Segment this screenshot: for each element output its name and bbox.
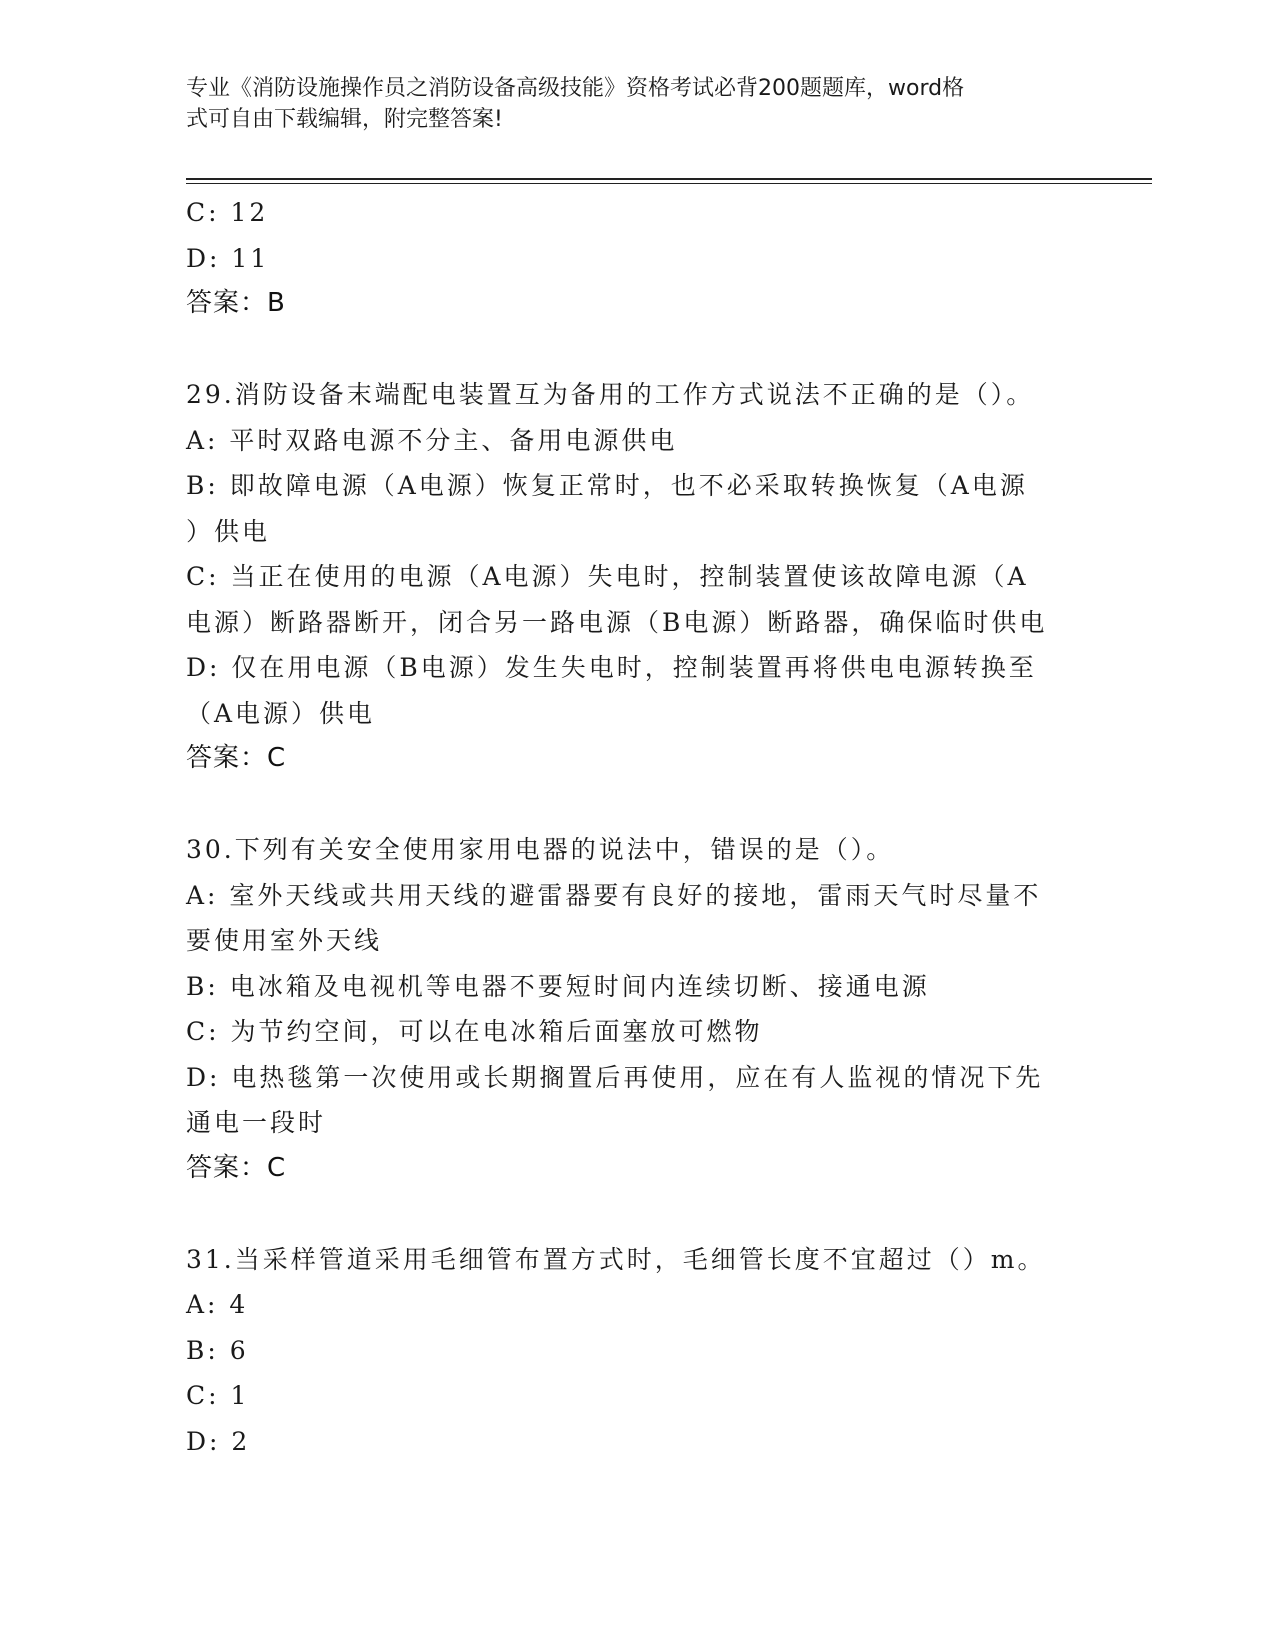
option-d-continued: 通电一段时 (186, 1108, 327, 1137)
answer-label: 答案：C (186, 1152, 287, 1183)
spacer (186, 1191, 1086, 1237)
option-d: D: 仅在用电源（B电源）发生失电时，控制装置再将供电电源转换至 (186, 653, 1037, 682)
option-d: D: 2 (186, 1426, 251, 1456)
document-header (186, 73, 1086, 135)
option-d-continued: （A电源）供电 (186, 698, 376, 728)
option-c: C: 1 (186, 1381, 250, 1410)
option-b-continued: ）供电 (186, 516, 271, 546)
option-b: B: 电冰箱及电视机等电器不要短时间内连续切断、接通电源 (186, 971, 930, 1001)
option-a: A: 平时双路电源不分主、备用电源供电 (186, 425, 678, 455)
spacer (186, 782, 1086, 828)
question-29 (186, 372, 1086, 782)
option-a: A: 4 (186, 1290, 249, 1319)
option-c: C: 当正在使用的电源（A电源）失电时，控制装置使该故障电源（A (186, 562, 1029, 591)
answer-label: 答案：B (186, 288, 286, 318)
question-stem: 30.下列有关安全使用家用电器的说法中，错误的是（）。 (186, 835, 895, 864)
option-b: B: 6 (186, 1335, 249, 1365)
option-c-continued: 电源）断路器断开，闭合另一路电源（B电源）断路器，确保临时供电 (186, 607, 1048, 637)
question-stem: 31.当采样管道采用毛细管布置方式时，毛细管长度不宜超过（）m。 (186, 1244, 1046, 1274)
option-d: D: 11 (186, 243, 270, 273)
question-30 (186, 827, 1086, 1191)
header-divider-thin (186, 183, 1152, 184)
option-b: B: 即故障电源（A电源）恢复正常时，也不必采取转换恢复（A电源 (186, 471, 1028, 500)
question-stem: 29.消防设备末端配电装置互为备用的工作方式说法不正确的是（）。 (186, 380, 1035, 409)
spacer (186, 327, 1086, 373)
option-a-continued: 要使用室外天线 (186, 926, 383, 955)
question-31 (186, 1237, 1086, 1465)
header-line-1: 专业《消防设施操作员之消防设备高级技能》资格考试必背200题题库，word格 (186, 76, 965, 101)
header-divider-thick (186, 178, 1152, 180)
header-line-2: 式可自由下载编辑，附完整答案! (186, 107, 503, 132)
option-c: C: 12 (186, 198, 269, 227)
question-28-tail (186, 190, 1086, 327)
answer-label: 答案：C (186, 743, 287, 773)
option-d: D: 电热毯第一次使用或长期搁置后再使用，应在有人监视的情况下先 (186, 1062, 1044, 1092)
question-list (186, 190, 1086, 1464)
option-a: A: 室外天线或共用天线的避雷器要有良好的接地，雷雨天气时尽量不 (186, 880, 1042, 910)
option-c: C: 为节约空间，可以在电冰箱后面塞放可燃物 (186, 1017, 763, 1046)
